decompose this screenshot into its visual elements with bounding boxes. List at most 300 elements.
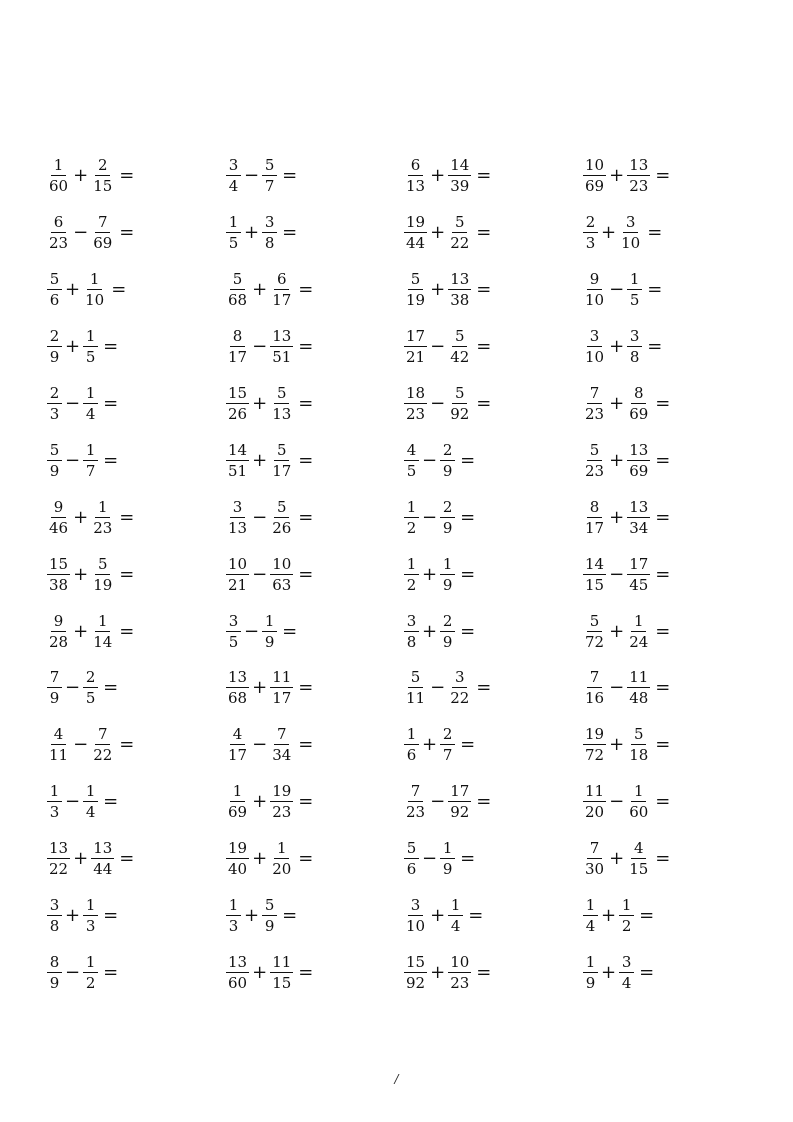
fraction-b <box>262 158 277 194</box>
operator-sign: + <box>252 449 268 471</box>
equals-sign: = <box>655 165 671 187</box>
numerator: 1 <box>47 784 62 802</box>
denominator: 9 <box>442 518 453 537</box>
denominator: 23 <box>450 973 470 992</box>
numerator: 3 <box>226 158 241 176</box>
denominator: 10 <box>585 348 605 367</box>
fraction-b <box>448 215 471 251</box>
operator-sign: + <box>422 734 438 756</box>
problem-item <box>226 944 404 1001</box>
numerator: 3 <box>262 215 277 233</box>
problem-item <box>47 774 226 831</box>
numerator: 1 <box>226 898 241 916</box>
fraction-b <box>440 611 455 651</box>
equals-sign: = <box>298 848 314 870</box>
equals-sign: = <box>460 848 476 870</box>
equals-sign: = <box>655 506 671 528</box>
problem-item <box>404 888 583 945</box>
fraction-b <box>448 386 471 422</box>
problem-item <box>583 774 743 831</box>
fraction-b <box>83 670 98 706</box>
operator-sign: − <box>430 677 446 699</box>
equals-sign: = <box>655 734 671 756</box>
fraction-a <box>226 272 249 308</box>
fraction-a <box>404 841 419 877</box>
fraction-b <box>91 497 114 537</box>
numerator: 7 <box>587 670 602 688</box>
denominator: 15 <box>93 177 113 196</box>
problem-item <box>47 489 226 546</box>
problem-item <box>404 660 583 717</box>
fraction-b <box>83 272 106 308</box>
problem-item <box>583 888 743 945</box>
denominator: 46 <box>49 518 69 537</box>
problem-item <box>47 432 226 489</box>
numerator: 5 <box>452 329 467 347</box>
equals-sign: = <box>460 449 476 471</box>
fraction-a <box>226 841 249 877</box>
fraction-b <box>270 841 293 877</box>
denominator: 24 <box>629 632 649 651</box>
equals-sign: = <box>476 961 492 983</box>
fraction-b <box>448 272 471 308</box>
equals-sign: = <box>476 791 492 813</box>
fraction-b <box>83 898 98 934</box>
fraction-a <box>404 215 427 251</box>
problem-item <box>583 148 743 205</box>
denominator: 9 <box>264 632 275 651</box>
numerator: 2 <box>440 727 455 745</box>
problem-item <box>404 319 583 376</box>
denominator: 45 <box>629 575 649 594</box>
fraction-b <box>83 386 98 422</box>
numerator: 3 <box>47 898 62 916</box>
fraction-a <box>47 440 62 480</box>
equals-sign: = <box>460 734 476 756</box>
operator-sign: + <box>244 905 260 927</box>
problem-item <box>583 831 743 888</box>
denominator: 17 <box>228 746 248 765</box>
fraction-b <box>627 784 650 820</box>
denominator: 39 <box>450 177 470 196</box>
numerator: 5 <box>408 670 423 688</box>
fraction-b <box>440 841 455 877</box>
fraction-b <box>627 841 650 877</box>
equals-sign: = <box>460 563 476 585</box>
denominator: 44 <box>93 860 113 879</box>
numerator: 1 <box>83 443 98 461</box>
fraction-a <box>47 554 70 594</box>
denominator: 5 <box>85 348 96 367</box>
operator-sign: − <box>244 165 260 187</box>
numerator: 1 <box>404 557 419 575</box>
denominator: 68 <box>228 291 248 310</box>
denominator: 23 <box>93 518 113 537</box>
operator-sign: + <box>609 165 625 187</box>
numerator: 11 <box>585 782 605 801</box>
fraction-a <box>404 670 427 706</box>
denominator: 13 <box>228 518 248 537</box>
numerator: 5 <box>262 898 277 916</box>
fraction-b <box>619 898 634 934</box>
numerator: 8 <box>587 500 602 518</box>
denominator: 44 <box>406 234 426 253</box>
denominator: 69 <box>629 405 649 423</box>
equals-sign: = <box>460 506 476 528</box>
numerator: 1 <box>95 614 110 632</box>
numerator: 1 <box>583 898 598 916</box>
problem-item <box>47 205 226 262</box>
fraction-a <box>404 272 427 308</box>
fraction-a <box>47 670 62 706</box>
operator-sign: − <box>252 563 268 585</box>
denominator: 2 <box>406 518 417 537</box>
operator-sign: + <box>65 336 81 358</box>
numerator: 5 <box>95 557 110 575</box>
numerator: 5 <box>587 443 602 461</box>
operator-sign: − <box>252 734 268 756</box>
fraction-b <box>270 386 293 422</box>
equals-sign: = <box>103 961 119 983</box>
numerator: 2 <box>440 614 455 632</box>
numerator: 2 <box>440 500 455 518</box>
denominator: 20 <box>585 803 605 822</box>
fraction-a <box>404 440 419 480</box>
operator-sign: + <box>252 848 268 870</box>
numerator: 3 <box>623 215 638 233</box>
numerator: 1 <box>627 272 642 290</box>
numerator: 11 <box>272 668 292 687</box>
denominator: 9 <box>442 860 453 879</box>
operator-sign: − <box>252 506 268 528</box>
operator-sign: − <box>422 506 438 528</box>
denominator: 69 <box>629 461 649 480</box>
operator-sign: + <box>609 336 625 358</box>
equals-sign: = <box>298 279 314 301</box>
denominator: 5 <box>228 632 239 651</box>
fraction-a <box>47 497 70 537</box>
fraction-b <box>270 727 293 763</box>
problem-item <box>583 660 743 717</box>
numerator: 2 <box>440 443 455 461</box>
denominator: 92 <box>450 803 470 822</box>
numerator: 8 <box>47 955 62 973</box>
fraction-b <box>619 215 642 251</box>
problem-item <box>404 205 583 262</box>
fraction-a <box>404 784 427 820</box>
denominator: 4 <box>585 917 596 936</box>
equals-sign: = <box>476 222 492 244</box>
denominator: 4 <box>450 917 461 936</box>
numerator: 11 <box>272 952 292 971</box>
operator-sign: − <box>65 393 81 414</box>
denominator: 4 <box>85 405 96 423</box>
equals-sign: = <box>298 336 314 358</box>
numerator: 5 <box>452 215 467 233</box>
problem-item <box>47 319 226 376</box>
operator-sign: − <box>422 848 438 870</box>
denominator: 8 <box>264 234 275 253</box>
numerator: 18 <box>406 384 426 402</box>
denominator: 6 <box>406 860 417 879</box>
fraction-a <box>47 611 70 651</box>
equals-sign: = <box>282 905 298 927</box>
equals-sign: = <box>639 905 655 927</box>
fraction-b <box>262 611 277 651</box>
fraction-a <box>226 727 249 763</box>
equals-sign: = <box>647 222 663 244</box>
denominator: 48 <box>629 689 649 708</box>
equals-sign: = <box>298 961 314 983</box>
problem-item <box>404 262 583 319</box>
numerator: 2 <box>95 158 110 176</box>
denominator: 8 <box>406 632 417 651</box>
operator-sign: + <box>430 905 446 927</box>
equals-sign: = <box>647 336 663 358</box>
operator-sign: + <box>430 165 446 187</box>
fraction-b <box>270 554 293 594</box>
fraction-a <box>404 497 419 537</box>
denominator: 5 <box>85 689 96 708</box>
problem-item <box>226 376 404 433</box>
numerator: 11 <box>629 668 649 687</box>
numerator: 5 <box>404 841 419 859</box>
operator-sign: + <box>422 563 438 585</box>
problem-item <box>583 944 743 1001</box>
fraction-b <box>91 158 114 194</box>
fraction-b <box>627 440 650 480</box>
denominator: 20 <box>272 860 292 879</box>
fraction-b <box>91 554 114 594</box>
equals-sign: = <box>103 449 119 471</box>
numerator: 1 <box>83 784 98 802</box>
numerator: 19 <box>228 839 248 858</box>
numerator: 19 <box>272 782 292 801</box>
numerator: 15 <box>406 952 426 971</box>
operator-sign: + <box>73 848 89 870</box>
problem-item <box>226 148 404 205</box>
denominator: 7 <box>442 746 453 765</box>
denominator: 22 <box>93 746 113 765</box>
equals-sign: = <box>655 848 671 870</box>
fraction-a <box>404 158 427 194</box>
fraction-a <box>404 727 419 763</box>
denominator: 10 <box>585 291 605 310</box>
denominator: 11 <box>406 689 426 708</box>
equals-sign: = <box>103 336 119 358</box>
operator-sign: + <box>422 620 438 642</box>
numerator: 2 <box>83 670 98 688</box>
denominator: 92 <box>450 405 470 423</box>
problem-item <box>47 376 226 433</box>
operator-sign: + <box>430 279 446 301</box>
numerator: 10 <box>228 554 248 573</box>
denominator: 69 <box>228 803 248 822</box>
numerator: 5 <box>631 727 646 745</box>
operator-sign: + <box>73 165 89 187</box>
numerator: 7 <box>47 670 62 688</box>
denominator: 17 <box>272 291 292 310</box>
fraction-b <box>627 272 642 308</box>
denominator: 3 <box>85 917 96 936</box>
fraction-a <box>583 440 606 480</box>
denominator: 23 <box>585 405 605 423</box>
operator-sign: + <box>244 222 260 244</box>
equals-sign: = <box>298 677 314 699</box>
numerator: 1 <box>83 898 98 916</box>
numerator: 5 <box>452 386 467 404</box>
fraction-a <box>226 158 241 194</box>
numerator: 5 <box>47 443 62 461</box>
problem-item <box>226 831 404 888</box>
fraction-a <box>47 898 62 934</box>
fraction-a <box>226 611 241 651</box>
fraction-a <box>583 611 606 651</box>
numerator: 14 <box>450 156 470 175</box>
fraction-a <box>47 272 62 308</box>
numerator: 10 <box>585 156 605 175</box>
operator-sign: − <box>422 449 438 471</box>
fraction-b <box>270 329 293 365</box>
numerator: 1 <box>448 898 463 916</box>
equals-sign: = <box>298 393 314 414</box>
denominator: 42 <box>450 348 470 367</box>
denominator: 9 <box>49 461 60 480</box>
numerator: 1 <box>83 955 98 973</box>
fraction-b <box>627 329 642 365</box>
numerator: 6 <box>51 215 66 233</box>
denominator: 8 <box>49 917 60 936</box>
equals-sign: = <box>655 563 671 585</box>
problem-item <box>583 603 743 660</box>
equals-sign: = <box>655 449 671 471</box>
numerator: 5 <box>47 272 62 290</box>
denominator: 38 <box>49 575 69 594</box>
numerator: 14 <box>585 554 605 573</box>
fraction-b <box>440 440 455 480</box>
denominator: 17 <box>272 689 292 708</box>
numerator: 5 <box>408 272 423 290</box>
numerator: 13 <box>272 327 292 346</box>
fraction-a <box>47 215 70 251</box>
problem-item <box>404 376 583 433</box>
numerator: 7 <box>95 727 110 745</box>
problem-item <box>47 262 226 319</box>
operator-sign: − <box>252 336 268 358</box>
denominator: 28 <box>49 632 69 651</box>
numerator: 10 <box>450 952 470 971</box>
denominator: 26 <box>272 518 292 537</box>
numerator: 10 <box>272 554 292 573</box>
fraction-a <box>583 215 598 251</box>
denominator: 23 <box>49 234 69 253</box>
numerator: 6 <box>274 272 289 290</box>
problem-item <box>47 546 226 603</box>
operator-sign: + <box>252 677 268 699</box>
numerator: 13 <box>228 668 248 687</box>
operator-sign: − <box>65 791 81 813</box>
fraction-a <box>583 329 606 365</box>
problem-item <box>404 432 583 489</box>
problem-item <box>226 774 404 831</box>
numerator: 4 <box>51 727 66 745</box>
denominator: 63 <box>272 575 292 594</box>
problem-item <box>404 944 583 1001</box>
denominator: 14 <box>93 632 113 651</box>
denominator: 23 <box>406 405 426 423</box>
problem-item <box>583 717 743 774</box>
problem-item <box>404 774 583 831</box>
numerator: 1 <box>583 955 598 973</box>
fraction-a <box>583 670 606 706</box>
equals-sign: = <box>647 279 663 301</box>
denominator: 17 <box>272 461 292 480</box>
problem-item <box>226 660 404 717</box>
equals-sign: = <box>119 563 135 585</box>
fraction-a <box>226 784 249 820</box>
numerator: 3 <box>230 500 245 518</box>
operator-sign: + <box>601 222 617 244</box>
denominator: 34 <box>629 518 649 537</box>
denominator: 3 <box>49 803 60 822</box>
denominator: 19 <box>93 575 113 594</box>
fraction-b <box>83 329 98 365</box>
numerator: 4 <box>404 443 419 461</box>
denominator: 2 <box>406 575 417 594</box>
fraction-a <box>583 841 606 877</box>
denominator: 4 <box>228 177 239 196</box>
operator-sign: + <box>609 449 625 471</box>
problem-item <box>404 148 583 205</box>
equals-sign: = <box>298 791 314 813</box>
numerator: 8 <box>631 386 646 404</box>
fraction-b <box>270 272 293 308</box>
denominator: 7 <box>264 177 275 196</box>
equals-sign: = <box>119 848 135 870</box>
numerator: 17 <box>450 782 470 801</box>
fraction-b <box>83 440 98 480</box>
operator-sign: + <box>73 506 89 528</box>
denominator: 4 <box>85 803 96 822</box>
equals-sign: = <box>119 165 135 187</box>
operator-sign: + <box>252 791 268 813</box>
fraction-b <box>270 952 293 992</box>
problem-item <box>47 831 226 888</box>
equals-sign: = <box>476 677 492 699</box>
fraction-a <box>404 329 427 365</box>
operator-sign: + <box>430 222 446 244</box>
fraction-b <box>83 952 98 992</box>
problem-item <box>583 262 743 319</box>
problem-item <box>226 489 404 546</box>
operator-sign: − <box>65 449 81 471</box>
numerator: 5 <box>274 443 289 461</box>
fraction-a <box>226 440 249 480</box>
equals-sign: = <box>103 791 119 813</box>
equals-sign: = <box>119 506 135 528</box>
fraction-a <box>226 215 241 251</box>
numerator: 17 <box>629 554 649 573</box>
equals-sign: = <box>119 734 135 756</box>
numerator: 4 <box>631 841 646 859</box>
fraction-a <box>583 158 606 194</box>
equals-sign: = <box>103 905 119 927</box>
problem-item <box>404 831 583 888</box>
denominator: 40 <box>228 860 248 879</box>
denominator: 17 <box>585 518 605 537</box>
fraction-a <box>47 727 70 763</box>
denominator: 5 <box>228 234 239 253</box>
